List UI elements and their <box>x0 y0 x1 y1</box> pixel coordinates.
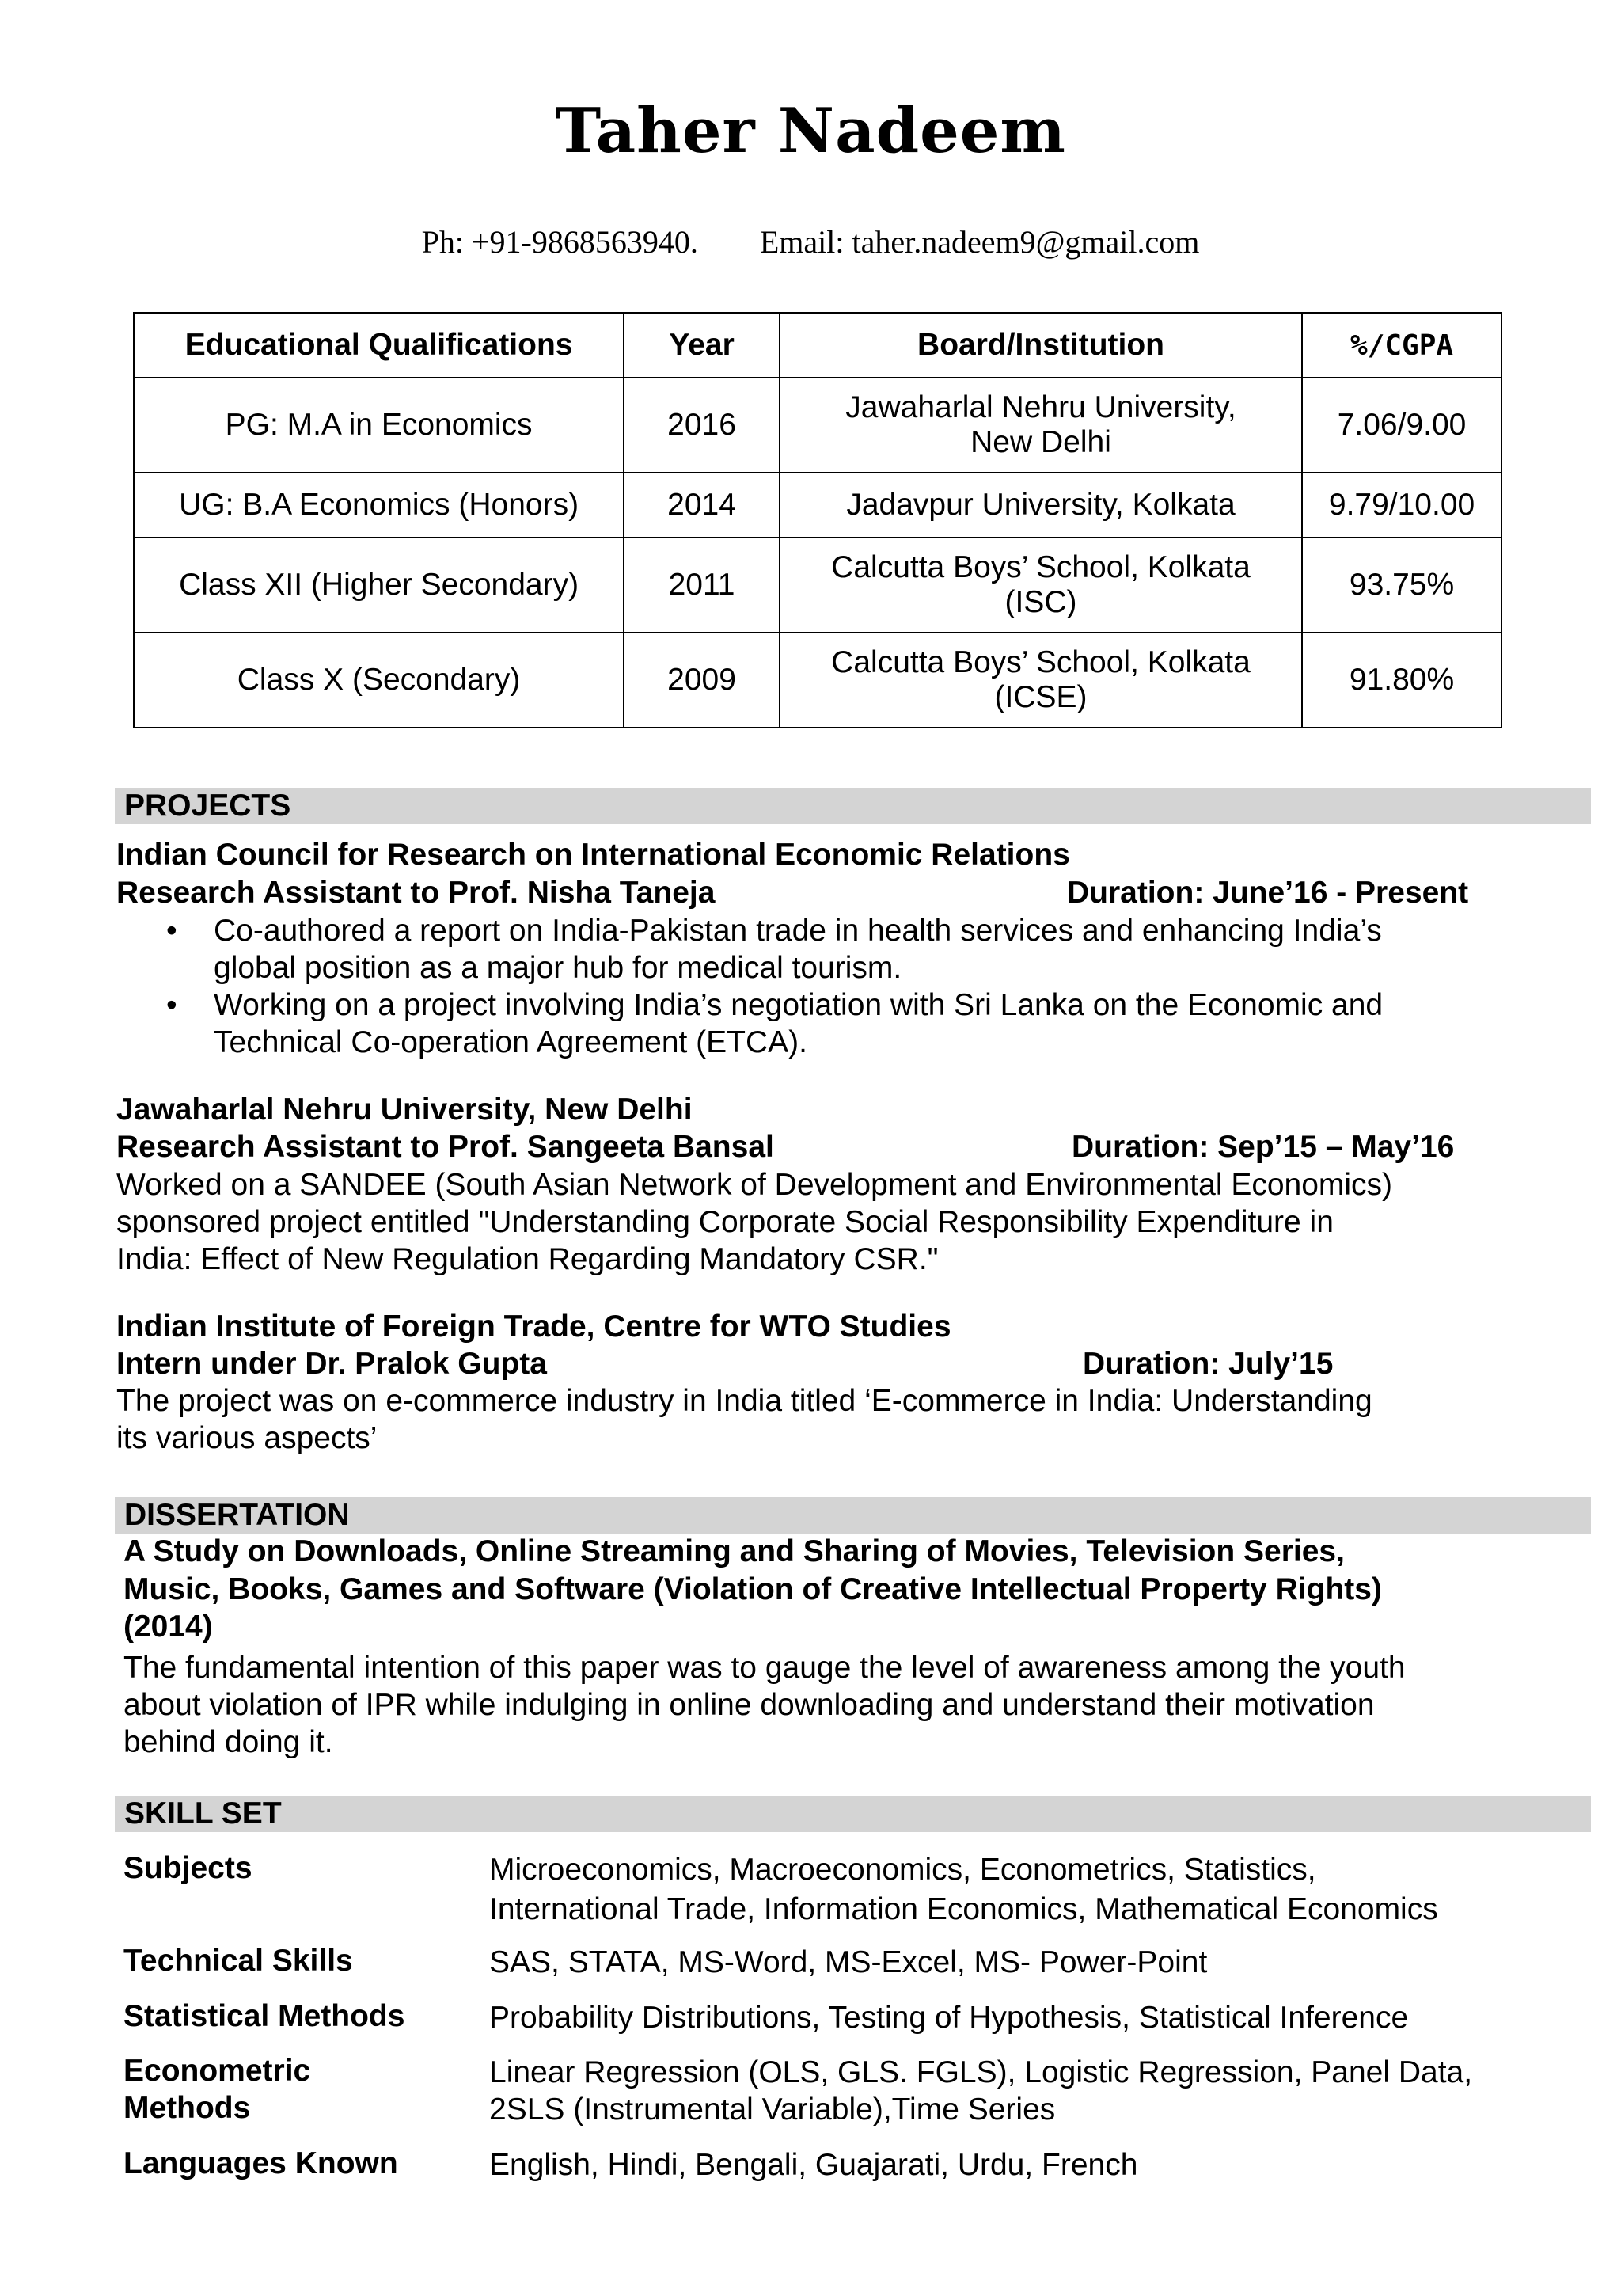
skill-label-econometric: Methods <box>123 2091 251 2125</box>
dissertation-description: behind doing it. <box>123 1725 333 1759</box>
institution-line: New Delhi <box>970 425 1111 459</box>
project-org: Jawaharlal Nehru University, New Delhi <box>116 1093 693 1127</box>
skill-label-statistical: Statistical Methods <box>123 1999 405 2033</box>
bullet-text: Working on a project involving India’s negotiation with Sri Lanka on the Economic and <box>214 988 1384 1022</box>
score-cell: 9.79/10.00 <box>1302 473 1501 538</box>
email-address: Email: taher.nadeem9@gmail.com <box>759 224 1200 260</box>
institution-cell <box>780 633 1302 728</box>
bullet-text: global position as a major hub for medical tourism. <box>214 951 902 985</box>
skill-value-statistical: Probability Distributions, Testing of Hypothesis, Statistical Inference <box>489 2001 1409 2035</box>
dissertation-description: The fundamental intention of this paper was to gauge the level of awareness among the youth <box>123 1651 1406 1685</box>
dissertation-section-header: DISSERTATION <box>115 1497 1591 1534</box>
contact-line <box>0 223 1621 260</box>
col-header-year: Year <box>624 313 780 378</box>
bullet-text: Technical Co-operation Agreement (ETCA). <box>214 1025 808 1059</box>
skill-value-subjects: International Trade, Information Economics, Mathematical Economics <box>489 1892 1438 1926</box>
projects-section-header: PROJECTS <box>115 788 1591 824</box>
skill-value-subjects: Microeconomics, Macroeconomics, Econometrics, Statistics, <box>489 1853 1316 1887</box>
project-description: sponsored project entitled "Understanding Corporate Social Responsibility Expenditure in <box>116 1205 1334 1239</box>
project-role: Research Assistant to Prof. Sangeeta Bansal <box>116 1130 774 1164</box>
institution-line: Jawaharlal Nehru University, <box>845 390 1236 424</box>
project-org: Indian Council for Research on International Economic Relations <box>116 838 1070 872</box>
skill-value-econometric: Linear Regression (OLS, GLS. FGLS), Logistic Regression, Panel Data, <box>489 2055 1473 2089</box>
bullet-icon: • <box>166 914 177 948</box>
dissertation-description: about violation of IPR while indulging in online downloading and understand their motivation <box>123 1688 1375 1722</box>
candidate-name: Taher Nadeem <box>555 95 1066 167</box>
project-duration: Duration: June’16 - Present <box>1067 876 1469 910</box>
score-cell: 7.06/9.00 <box>1302 378 1501 473</box>
table-row <box>134 633 1501 728</box>
project-duration: Duration: Sep’15 – May’16 <box>1072 1130 1455 1164</box>
institution-line: Calcutta Boys’ School, Kolkata <box>831 645 1251 679</box>
table-row <box>134 473 1501 538</box>
project-role: Research Assistant to Prof. Nisha Taneja <box>116 876 716 910</box>
skill-label-subjects: Subjects <box>123 1851 252 1885</box>
col-header-institution: Board/Institution <box>780 313 1302 378</box>
institution-cell <box>780 378 1302 473</box>
project-duration: Duration: July’15 <box>1083 1347 1334 1381</box>
skill-value-languages: English, Hindi, Bengali, Guajarati, Urdu, French <box>489 2148 1138 2182</box>
skills-section-header: SKILL SET <box>115 1796 1591 1832</box>
education-header-row <box>134 313 1501 378</box>
skill-value-econometric: 2SLS (Instrumental Variable),Time Series <box>489 2093 1056 2127</box>
bullet-text: Co-authored a report on India-Pakistan trade in health services and enhancing India’s <box>214 914 1382 948</box>
table-row <box>134 378 1501 473</box>
dissertation-title: Music, Books, Games and Software (Violation of Creative Intellectual Property Rights) <box>123 1572 1382 1606</box>
project-description: India: Effect of New Regulation Regarding Mandatory CSR." <box>116 1242 939 1276</box>
dissertation-title: (2014) <box>123 1610 213 1644</box>
institution-cell <box>780 538 1302 633</box>
year-cell: 2014 <box>624 473 780 538</box>
qualification-cell: UG: B.A Economics (Honors) <box>134 473 624 538</box>
project-org: Indian Institute of Foreign Trade, Centre for WTO Studies <box>116 1310 951 1344</box>
skill-label-econometric: Econometric <box>123 2054 311 2088</box>
qualification-cell: PG: M.A in Economics <box>134 378 624 473</box>
institution-line: Calcutta Boys’ School, Kolkata <box>831 550 1251 584</box>
year-cell: 2009 <box>624 633 780 728</box>
skill-label-technical: Technical Skills <box>123 1944 353 1978</box>
table-row <box>134 538 1501 633</box>
institution-line: (ISC) <box>1004 585 1077 619</box>
qualification-cell: Class XII (Higher Secondary) <box>134 538 624 633</box>
year-cell: 2016 <box>624 378 780 473</box>
project-role: Intern under Dr. Pralok Gupta <box>116 1347 547 1381</box>
col-header-qualification: Educational Qualifications <box>134 313 624 378</box>
score-cell: 93.75% <box>1302 538 1501 633</box>
year-cell: 2011 <box>624 538 780 633</box>
dissertation-title: A Study on Downloads, Online Streaming and Sharing of Movies, Television Series, <box>123 1534 1345 1568</box>
col-header-score: %/CGPA <box>1302 313 1501 378</box>
skill-label-languages: Languages Known <box>123 2146 398 2180</box>
education-table <box>133 312 1502 728</box>
project-description: Worked on a SANDEE (South Asian Network of Development and Environmental Economics) <box>116 1168 1393 1202</box>
qualification-cell: Class X (Secondary) <box>134 633 624 728</box>
project-description: its various aspects’ <box>116 1421 378 1455</box>
phone-number: Ph: +91-9868563940. <box>421 224 698 260</box>
project-description: The project was on e-commerce industry in India titled ‘E-commerce in India: Understanding <box>116 1384 1372 1418</box>
bullet-icon: • <box>166 988 177 1022</box>
institution-line: (ICSE) <box>994 680 1088 714</box>
score-cell: 91.80% <box>1302 633 1501 728</box>
institution-cell: Jadavpur University, Kolkata <box>780 473 1302 538</box>
skill-value-technical: SAS, STATA, MS-Word, MS-Excel, MS- Power-Point <box>489 1945 1208 1979</box>
